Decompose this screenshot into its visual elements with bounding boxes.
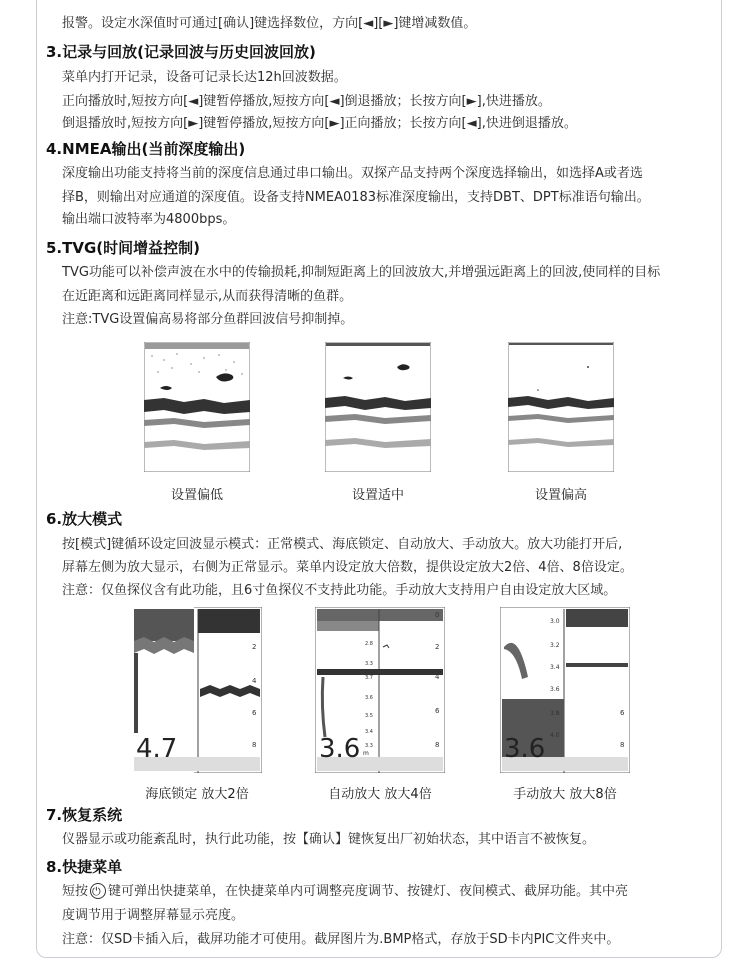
- zoom1-scale-0: 0: [252, 609, 257, 617]
- tvg-caption-medium: 设置适中: [351, 488, 404, 503]
- zoom3-scale-3-4: 3.4: [550, 664, 560, 671]
- tvg-line-1: TVG功能可以补偿声波在水中的传输损耗,抑制短距离上的回波放大,并增强远距离上的回波,使同样的目标: [62, 265, 661, 280]
- zoom3-scale-4-0: 4.0: [550, 732, 560, 739]
- zoom3-scale-3-8: 3.8: [550, 710, 560, 717]
- zoom3-scale-6: 6: [620, 709, 625, 717]
- zoom2-scale-6: 6: [435, 707, 440, 715]
- zoom2-lscale-6: 3.4: [365, 729, 373, 735]
- record-line-1: 菜单内打开记录，设备可记录长达12h回波数据。: [62, 70, 347, 85]
- zoom3-scale-8: 8: [620, 741, 625, 749]
- zoom-caption-manual: 手动放大 放大8倍: [513, 787, 617, 802]
- restore-line-1: 仪器显示或功能紊乱时，执行此功能，按【确认】键恢复出厂初始状态，其中语言不被恢复。: [62, 832, 596, 847]
- record-line-2: 正向播放时,短按方向[◄]键暂停播放,短按方向[◄]倒退播放；长按方向[►],快进播放。: [62, 94, 551, 109]
- nmea-line-2: 择B，则输出对应通道的深度值。设备支持NMEA0183标准深度输出，支持DBT、DPT标准语句输出。: [62, 190, 650, 205]
- zoom3-scale-3-0: 3.0: [550, 618, 560, 625]
- quick-line-2: 度调节用于调整屏幕显示亮度。: [62, 908, 245, 923]
- tvg-high-image: [508, 342, 614, 472]
- intro-text: 报警。设定水深值时可通过[确认]键选择数位，方向[◄][►]键增减数值。: [62, 16, 477, 31]
- section-restore-title: 7.恢复系统: [46, 806, 123, 824]
- zoom-line-1: 按[模式]键循环设定回波显示模式：正常模式、海底锁定、自动放大、手动放大。放大功能打开后,: [62, 537, 623, 552]
- zoom2-scale-0: 0: [435, 611, 440, 619]
- quick-line-1-before: 短按: [62, 884, 89, 899]
- nmea-line-1: 深度输出功能支持将当前的深度信息通过串口输出。双探产品支持两个深度选择输出，如选择A或者选: [62, 166, 643, 181]
- zoom3-depth-readout: 3.6: [504, 734, 546, 764]
- tvg-caption-high: 设置偏高: [534, 488, 587, 503]
- zoom2-lscale-5: 3.5: [365, 713, 373, 719]
- zoom2-lscale-3: 3.7: [365, 675, 373, 681]
- section-quick-title: 8.快捷菜单: [46, 858, 123, 876]
- record-line-3: 倒退播放时,短按方向[►]键暂停播放,短按方向[►]正向播放；长按方向[◄],快进倒退播放。: [62, 116, 577, 131]
- quick-line-1-after: 键可弹出快捷菜单，在快捷菜单内可调整亮度调节、按键灯、夜间模式、截屏功能。其中亮: [108, 884, 629, 899]
- zoom1-scale-4: 4: [252, 677, 257, 685]
- section-tvg-title: 5.TVG(时间增益控制): [46, 239, 200, 257]
- zoom2-depth-unit: m: [363, 750, 369, 757]
- section-nmea-title: 4.NMEA输出(当前深度输出): [46, 140, 246, 158]
- tvg-line-3: 注意:TVG设置偏高易将部分鱼群回波信号抑制掉。: [62, 312, 354, 327]
- zoom2-lscale-7: 3.3: [365, 743, 373, 749]
- zoom2-scale-2: 2: [435, 643, 440, 651]
- quick-line-3: 注意：仅SD卡插入后，截屏功能才可使用。截屏图片为.BMP格式，存放于SD卡内PIC文件夹中。: [62, 932, 620, 947]
- tvg-low-image: [144, 342, 250, 472]
- zoom-screen-manual: [500, 607, 630, 773]
- zoom-screen-bottom-lock: [132, 607, 262, 773]
- zoom-line-3: 注意：仅鱼探仪含有此功能，且6寸鱼探仪不支持此功能。手动放大支持用户自由设定放大区域。: [62, 583, 617, 598]
- zoom2-depth-readout: 3.6: [319, 734, 361, 764]
- zoom3-scale-3-6: 3.6: [550, 686, 560, 693]
- zoom1-depth-readout: 4.7: [136, 734, 178, 764]
- nmea-line-3: 输出端口波特率为4800bps。: [62, 212, 236, 227]
- zoom-screen-auto: [315, 607, 445, 773]
- zoom2-lscale-4: 3.6: [365, 695, 373, 701]
- zoom2-scale-8: 8: [435, 741, 440, 749]
- zoom3-scale-3-2: 3.2: [550, 642, 560, 649]
- zoom-caption-auto: 自动放大 放大4倍: [328, 787, 432, 802]
- zoom-caption-bottom-lock: 海底锁定 放大2倍: [145, 787, 249, 802]
- zoom2-lscale-1: 2.8: [365, 641, 373, 647]
- zoom2-scale-4: 4: [435, 673, 440, 681]
- power-icon: [90, 883, 106, 899]
- quick-line-1: [62, 882, 628, 902]
- zoom-line-2: 屏幕左侧为放大显示，右侧为正常显示。菜单内设定放大倍数，提供设定放大2倍、4倍、8倍设定。: [62, 560, 633, 575]
- section-record-title: 3.记录与回放(记录回波与历史回波回放): [46, 43, 316, 61]
- section-zoom-title: 6.放大模式: [46, 510, 123, 528]
- tvg-caption-low: 设置偏低: [170, 488, 223, 503]
- zoom1-scale-2: 2: [252, 643, 257, 651]
- tvg-medium-image: [325, 342, 431, 472]
- zoom2-lscale-2: 3.3: [365, 661, 373, 667]
- zoom1-scale-6: 6: [252, 709, 257, 717]
- tvg-line-2: 在近距离和远距离同样显示,从而获得清晰的鱼群。: [62, 289, 353, 304]
- zoom1-scale-8: 8: [252, 741, 257, 749]
